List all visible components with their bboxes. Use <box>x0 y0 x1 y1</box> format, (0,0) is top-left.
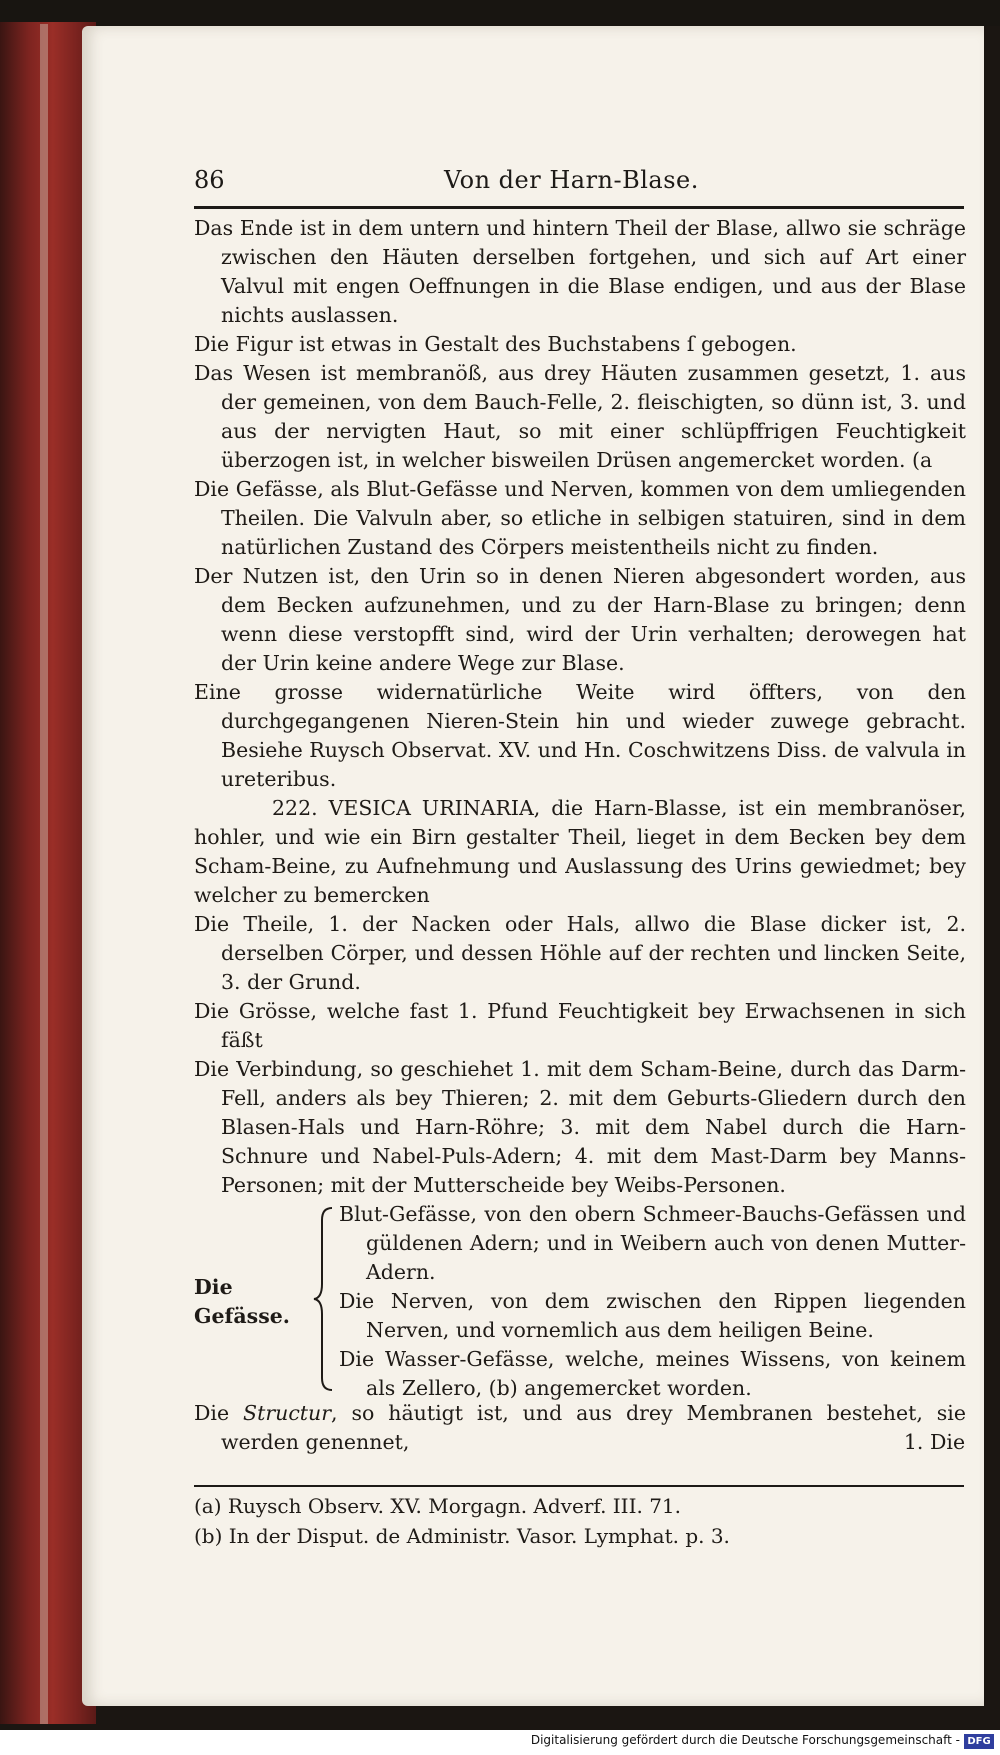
footnote-a: (a) Ruysch Observ. XV. Morgagn. Adverf. III. 71. <box>194 1494 682 1518</box>
paragraph-groesse: Die Grösse, welche fast 1. Pfund Feuchtigkeit bey Erwachsenen in sich fäßt <box>194 999 966 1052</box>
footnote-b: (b) In der Disput. de Administr. Vasor. Lymphat. p. 3. <box>194 1524 730 1548</box>
paragraph-vesica-urinaria: 222. VESICA URINARIA, die Harn-Blasse, ist ein membranöser, hohler, und wie ein Birn gestalter Theil, lieget in dem Becken bey dem Scham-Beine, zu Aufnehmung und Auslassung des Urins gewiedmet; bey welcher zu bemercken <box>194 796 966 907</box>
dfg-logo: DFG <box>964 1734 994 1749</box>
structur-rest: , so häutigt ist, und aus drey Membranen bestehet, sie werden genennet, <box>221 1401 966 1454</box>
credit-text: Digitalisierung gefördert durch die Deutsche Forschungsgemeinschaft - <box>530 1733 960 1747</box>
paragraph-figur: Die Figur ist etwas in Gestalt des Buchstabens ſ gebogen. <box>194 332 797 356</box>
paragraph-verbindung: Die Verbindung, so geschiehet 1. mit dem Scham-Beine, durch das Darm-Fell, anders als bey Thieren; 2. mit dem Geburts-Gliedern durch den Blasen-Hals und Harn-Röhre; 3. mit dem Nabel durch die Harn-Schnure und Nabel-Puls-Adern; 4. mit dem Mast-Darm bey Manns-Personen; mit der Mutterscheide bey Weibs-Personen. <box>194 1057 966 1197</box>
paragraph-structur <box>194 1399 966 1457</box>
paragraph-wesen: Das Wesen ist membranöß, aus drey Häuten zusammen gesetzt, 1. aus der gemeinen, von dem Bauch-Felle, 2. fleischigten, so dünn ist, 3. und aus der nervigten Haut, so mit einer schlüpffrigen Feuchtigkeit überzogen ist, in welcher bisweilen Drüsen angemercket worden. (a <box>194 361 966 472</box>
curly-brace-icon <box>312 1206 336 1392</box>
page-content <box>194 26 964 1706</box>
running-title: Von der Harn-Blase. <box>444 166 699 194</box>
top-border <box>0 0 1000 26</box>
catchword: 1. Die <box>903 1430 966 1454</box>
page-number: 86 <box>194 166 225 194</box>
book-edge-highlight <box>40 24 48 1724</box>
book-page <box>82 26 984 1706</box>
header-rule <box>194 206 964 209</box>
bracket-item-blut: Blut-Gefässe, von den obern Schmeer-Bauchs-Gefässen und güldenen Adern; und in Weibern auch von denen Mutter-Adern. <box>339 1202 966 1284</box>
bracket-item-nerven: Die Nerven, von dem zwischen den Rippen liegenden Nerven, und vornemlich aus dem heiligen Beine. <box>339 1289 966 1342</box>
running-head <box>194 166 964 200</box>
paragraph-weite: Eine grosse widernatürliche Weite wird öffters, von den durchgegangenen Nieren-Stein hin und wieder zuwege gebracht. Besiehe Ruysch Observat. XV. und Hn. Coschwitzens Diss. de valvula in ureteribus. <box>194 680 966 791</box>
gefaesse-bracket-block <box>194 1200 966 1399</box>
paragraph-theile: Die Theile, 1. der Nacken oder Hals, allwo die Blase dicker ist, 2. derselben Cörper, und dessen Höhle auf der rechten und lincken Seite, 3. der Grund. <box>194 912 966 994</box>
paragraph-gefaesse: Die Gefässe, als Blut-Gefässe und Nerven, kommen von dem umliegenden Theilen. Die Valvuln aber, so etliche in selbigen statuiren, sind in dem natürlichen Zustand des Cörpers meistentheils nicht zu finden. <box>194 477 966 559</box>
structur-lead: Die <box>194 1401 244 1425</box>
credit-bar <box>0 1730 1000 1755</box>
footnotes <box>194 1491 964 1551</box>
structur-term: Structur <box>243 1401 332 1425</box>
main-text <box>194 214 966 1457</box>
paragraph-nutzen: Der Nutzen ist, den Urin so in denen Nieren abgesondert worden, aus dem Becken aufzunehmen, und zu der Harn-Blase zu bringen; denn wenn diese verstopfft sind, wird der Urin verhalten; derowegen hat der Urin keine andere Wege zur Blase. <box>194 564 966 675</box>
footnote-rule <box>194 1485 964 1487</box>
bracket-label: Die Gefässe. <box>194 1275 290 1328</box>
paragraph-ende: Das Ende ist in dem untern und hintern Theil der Blase, allwo sie schräge zwischen den Häuten derselben fortgehen, und sich auf Art einer Valvul mit engen Oeffnungen in die Blase endigen, und aus der Blase nichts auslassen. <box>194 216 966 327</box>
bracket-item-wasser: Die Wasser-Gefässe, welche, meines Wissens, von keinem als Zellero, (b) angemercket worden. <box>339 1347 966 1400</box>
bracket-items <box>339 1200 966 1403</box>
